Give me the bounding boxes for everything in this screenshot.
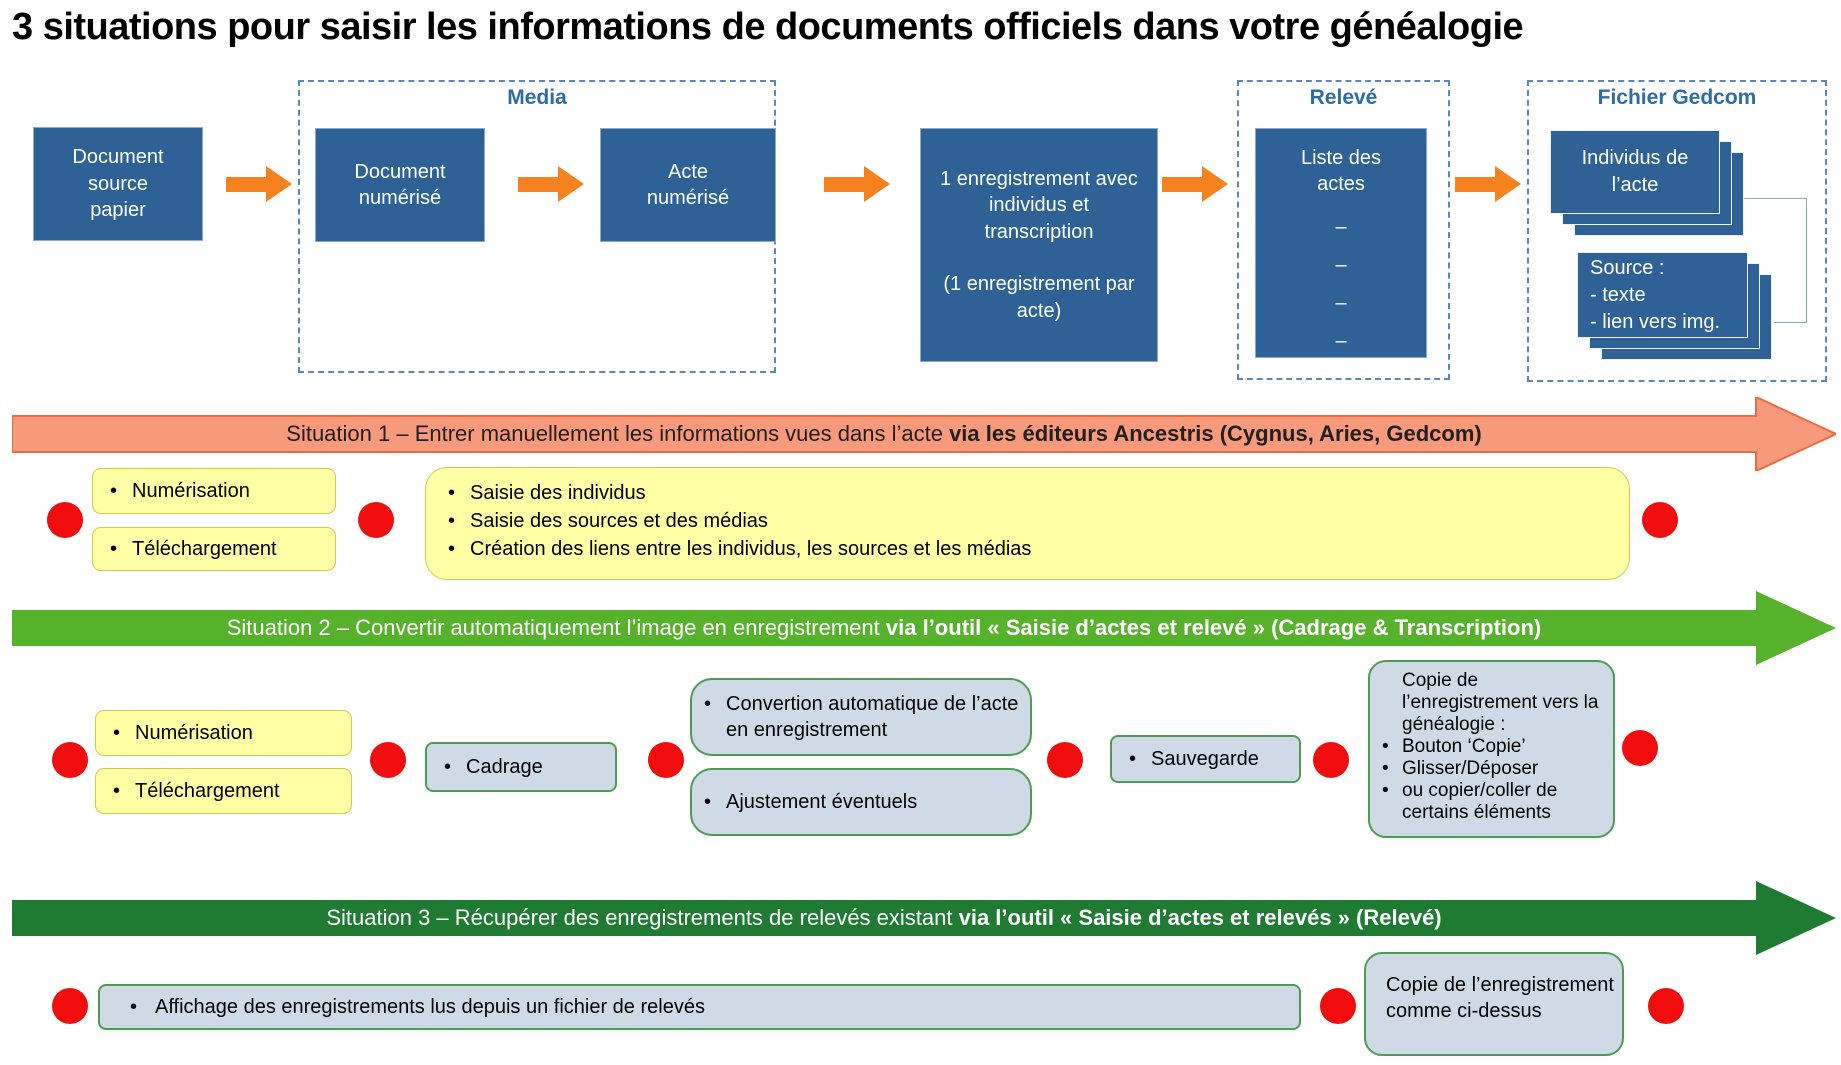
bullet-icon: •: [130, 995, 138, 1018]
bullet-icon: •: [110, 537, 118, 560]
arrow-right-icon: [1162, 166, 1228, 202]
bullet-icon: •: [113, 721, 121, 744]
sauvegarde-label: Sauvegarde: [1151, 747, 1259, 770]
arrow-head: [1202, 166, 1228, 202]
document-numerise-label: Document numérisé: [354, 160, 446, 209]
source-box-line: - texte: [1590, 283, 1646, 306]
situation3-banner-text: [12, 904, 1756, 932]
arrow-right-icon: [1455, 166, 1521, 202]
gedcom-connector-top: [1744, 198, 1806, 199]
conversion-box: [690, 678, 1032, 756]
step-label: Téléchargement: [132, 537, 277, 560]
copy-option: • Bouton ‘Copie’: [1376, 736, 1607, 758]
copy-box-situation2: [1368, 660, 1615, 838]
gedcom-connector-right: [1806, 198, 1807, 322]
arrow-shaft: [226, 177, 266, 192]
tasks-list: [436, 479, 1619, 563]
ajustement-box: [690, 768, 1032, 836]
liste-actes-label: Liste des actes: [1300, 147, 1382, 196]
red-dot: [1648, 988, 1684, 1024]
dash-line: –: [1335, 291, 1347, 314]
dash-line: –: [1335, 253, 1347, 276]
situation1-banner-text-normal: Situation 1 – Entrer manuellement les informations vues dans l’acte: [286, 421, 950, 446]
red-dot: [1047, 742, 1083, 778]
step-box-telechargement: [95, 768, 352, 814]
step-label: Numérisation: [135, 721, 253, 744]
red-dot: [1642, 502, 1678, 538]
source-box-text: [1590, 255, 1720, 336]
acte-numerise-box: [600, 128, 776, 242]
situation3-banner-text-normal: Situation 3 – Récupérer des enregistrements de relevés existant: [326, 905, 959, 930]
red-dot: [370, 742, 406, 778]
situation1-banner-text: [12, 420, 1756, 448]
task-item: • Création des liens entre les individus, les sources et les médias: [436, 535, 1619, 563]
cadrage-label: Cadrage: [466, 755, 543, 778]
step-label: Numérisation: [132, 479, 250, 502]
conversion-item: • Convertion automatique de l’acte en enregistrement: [692, 691, 1030, 743]
ajustement-item: • Ajustement éventuels: [692, 789, 917, 815]
conversion-list: [692, 691, 1030, 743]
red-dot: [47, 502, 83, 538]
media-group-label: Media: [507, 86, 567, 109]
liste-actes-dashes: [1335, 208, 1346, 360]
arrow-shaft: [1455, 177, 1495, 192]
individus-box: [1550, 130, 1720, 214]
document-numerise-box: [315, 128, 485, 242]
red-dot: [52, 988, 88, 1024]
red-dot: [1313, 742, 1349, 778]
red-dot: [648, 742, 684, 778]
red-dot: [358, 502, 394, 538]
arrow-head: [266, 166, 292, 202]
copy-box-header: Copie de l’enregistrement vers la généalogie :: [1402, 670, 1599, 735]
task-item: • Saisie des sources et des médias: [436, 507, 1619, 535]
task-item: • Saisie des individus: [436, 479, 1619, 507]
arrow-right-icon: [226, 166, 292, 202]
affichage-box: [98, 984, 1301, 1030]
copy-box-situation3: [1364, 952, 1624, 1056]
situation3-banner-text-bold: via l’outil « Saisie d’actes et relevés » (Relevé): [958, 905, 1442, 930]
record-box-line1: 1 enregistrement avec individus et transcription: [940, 168, 1138, 243]
situation2-banner-text-bold: via l’outil « Saisie d’actes et relevé » (Cadrage & Transcription): [885, 615, 1542, 640]
copy-box-content: [1376, 670, 1607, 824]
liste-actes-box: [1255, 128, 1427, 358]
record-box: [920, 128, 1158, 362]
bullet-icon: •: [110, 479, 118, 502]
arrow-shaft: [518, 177, 558, 192]
source-box: [1577, 252, 1748, 338]
tasks-box: [425, 467, 1630, 580]
copy-option: • ou copier/coller de certains éléments: [1376, 780, 1607, 824]
arrow-right-icon: [824, 166, 890, 202]
affichage-label: Affichage des enregistrements lus depuis un fichier de relevés: [155, 995, 705, 1018]
step-box-numerisation: [92, 468, 336, 514]
step-label: Téléchargement: [135, 779, 280, 802]
copy-option: • Glisser/Déposer: [1376, 758, 1607, 780]
cadrage-box: [425, 742, 617, 792]
arrow-right-icon: [518, 166, 584, 202]
copy-box-label: Copie de l’enregistrement comme ci-dessus: [1386, 974, 1614, 1022]
bullet-icon: •: [1129, 747, 1137, 770]
acte-numerise-label: Acte numérisé: [646, 160, 730, 209]
page-title: 3 situations pour saisir les informations de documents officiels dans votre généalogie: [12, 6, 1524, 48]
arrow-shaft: [1162, 177, 1202, 192]
gedcom-connector-bottom: [1774, 322, 1807, 323]
step-box-numerisation: [95, 710, 352, 756]
red-dot: [52, 742, 88, 778]
individus-box-label: Individus de l’acte: [1581, 147, 1689, 196]
copy-box-list: [1376, 736, 1607, 824]
ajustement-list: [692, 789, 917, 815]
situation2-banner-text-normal: Situation 2 – Convertir automatiquement l’image en enregistrement: [226, 615, 886, 640]
record-box-line2: (1 enregistrement par acte): [943, 273, 1135, 322]
step-box-telechargement: [92, 527, 336, 571]
situation1-banner-text-bold: via les éditeurs Ancestris (Cygnus, Aries, Gedcom): [949, 421, 1482, 446]
red-dot: [1320, 988, 1356, 1024]
source-box-line: Source :: [1590, 256, 1665, 279]
red-dot: [1622, 730, 1658, 766]
gedcom-group-label: Fichier Gedcom: [1597, 86, 1757, 109]
arrow-shaft: [824, 177, 864, 192]
dash-line: –: [1335, 329, 1347, 352]
source-paper-box: [33, 127, 203, 241]
arrow-head: [558, 166, 584, 202]
sauvegarde-box: [1110, 735, 1301, 783]
releve-group-label: Relevé: [1309, 86, 1378, 109]
arrow-head: [1495, 166, 1521, 202]
source-box-line: - lien vers img.: [1590, 310, 1721, 333]
bullet-icon: •: [444, 755, 452, 778]
arrow-head: [864, 166, 890, 202]
dash-line: –: [1335, 215, 1347, 238]
situation2-banner-text: [12, 614, 1756, 642]
source-paper-box-label: Document source papier: [72, 146, 164, 222]
bullet-icon: •: [113, 779, 121, 802]
